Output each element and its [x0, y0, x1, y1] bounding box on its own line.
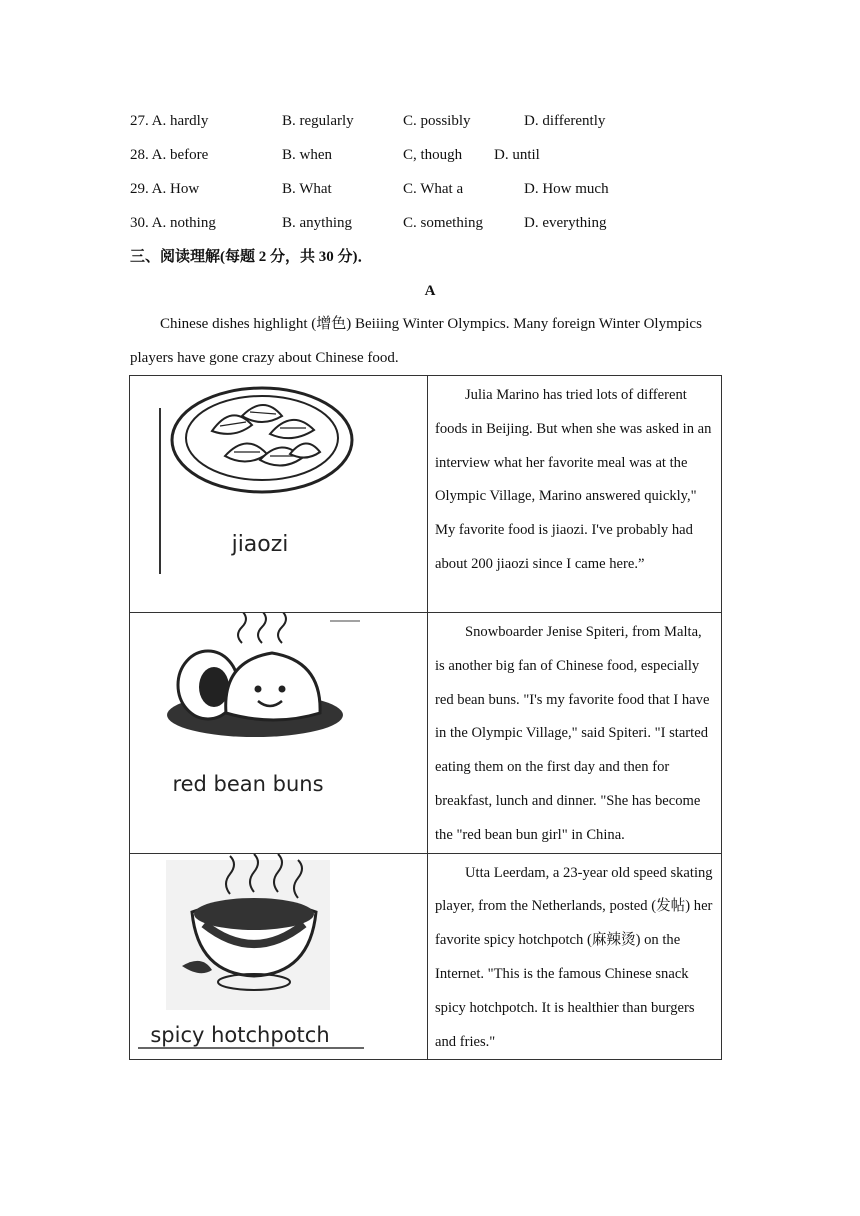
option-a: 27. A. hardly: [130, 113, 209, 129]
option-b: B. regularly: [282, 113, 354, 129]
table-row: [130, 376, 722, 613]
option-c: C. What a: [403, 181, 464, 197]
option-a: 28. A. before: [130, 147, 209, 163]
table-row: [130, 853, 722, 1060]
section-title: 三、阅读理解(每题 2 分，共 30 分)．: [130, 249, 373, 265]
spicy-hotchpotch-image: [130, 854, 427, 1056]
paragraph: Julia Marino has tried lots of different foods in Beijing. But when she was asked in an interview what her favorite meal was at the Olympic Village, Marino answered quickly," My favorite food is jiaozi. I've probably had about 200 jiaozi since I came here.”: [435, 387, 712, 572]
option-a: 29. A. How: [130, 181, 200, 197]
image-caption: red bean buns: [172, 772, 324, 796]
text-cell: [428, 853, 722, 1060]
option-b: B. What: [282, 181, 332, 197]
jiaozi-image: [130, 376, 427, 612]
image-cell: [130, 853, 428, 1060]
red-bean-buns-image: [130, 613, 427, 849]
option-c: C. possibly: [403, 113, 471, 129]
image-caption: jiaozi: [231, 532, 289, 557]
image-cell: [130, 613, 428, 854]
passage-label: A: [424, 283, 436, 299]
option-d: D. differently: [524, 113, 606, 129]
option-c: C, though: [403, 147, 463, 163]
text-cell: [428, 376, 722, 613]
image-caption: spicy hotchpotch: [150, 1022, 330, 1047]
option-c: C. something: [403, 215, 484, 231]
table-row: [130, 613, 722, 854]
paragraph: Utta Leerdam, a 23-year old speed skating player, from the Netherlands, posted (发帖) her favorite spicy hotchpotch (麻辣烫) on the Internet. "This is the famous Chinese snack spicy hotchpotch. It is healthier than burgers and fries.": [435, 864, 713, 1050]
paragraph: Snowboarder Jenise Spiteri, from Malta, is another big fan of Chinese food, especially red bean buns. "I's my favorite food that I have in the Olympic Village," said Spiteri. "I started eating them on the first day and then for breakfast, lunch and dinner. "She has become the "red bean bun girl" in China.: [435, 624, 710, 843]
intro-line-2: players have gone crazy about Chinese food.: [130, 350, 399, 366]
option-d: D. everything: [524, 215, 607, 231]
option-d: D. until: [494, 147, 540, 163]
image-cell: [130, 376, 428, 613]
text-cell: [428, 613, 722, 854]
option-b: B. anything: [282, 215, 352, 231]
option-a: 30. A. nothing: [130, 215, 216, 231]
option-d: D. How much: [524, 181, 609, 197]
food-table: [129, 375, 722, 1060]
intro-line-1: Chinese dishes highlight (增色) Beiiing Winter Olympics. Many foreign Winter Olympics: [160, 316, 702, 332]
option-b: B. when: [282, 147, 332, 163]
